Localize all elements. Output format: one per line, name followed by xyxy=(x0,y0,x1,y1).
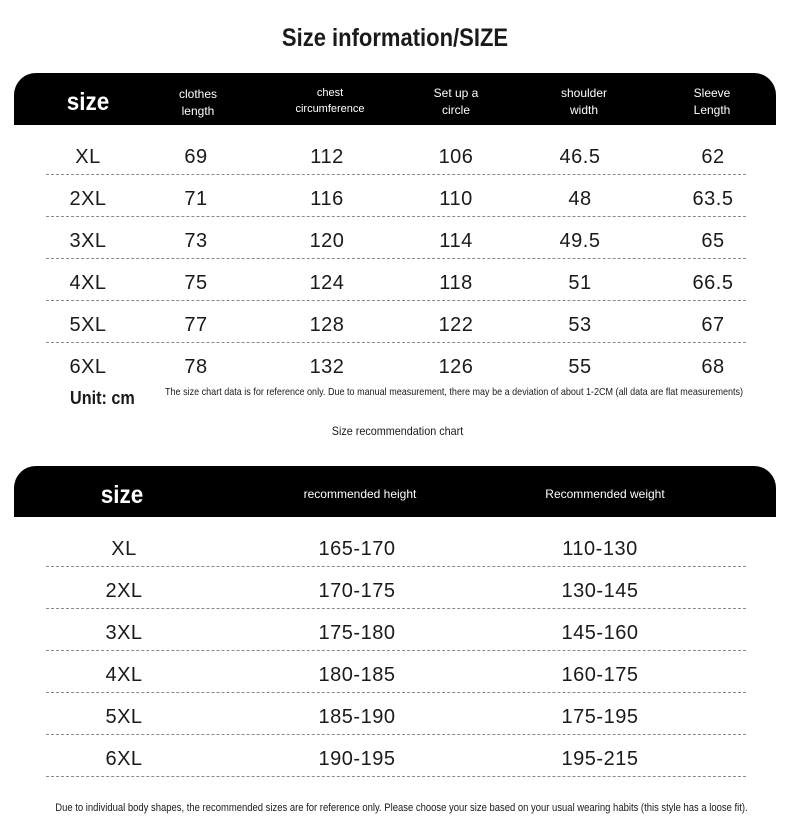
chest-header xyxy=(295,85,364,117)
clothes-length-header-text: clothes length xyxy=(178,87,218,118)
rec-row-height-cell: 170-175 xyxy=(318,580,396,602)
size-row-setup-circle-cell: 122 xyxy=(438,314,474,336)
size-row-clothes-length-cell: 77 xyxy=(184,314,208,336)
rec-row-weight-cell: 130-145 xyxy=(561,580,639,602)
size-row-size-cell: 3XL xyxy=(69,230,107,252)
setup-circle-header xyxy=(434,85,479,119)
size-row-setup-circle-cell: 106 xyxy=(438,146,474,168)
size-row-shoulder-width-cell: 46.5 xyxy=(559,146,601,168)
size-table-header xyxy=(14,73,776,125)
size-row-sleeve-length-cell: 67 xyxy=(701,314,725,336)
recommended-height-header: recommended height xyxy=(303,487,417,501)
size-row-chest-cell: 124 xyxy=(309,272,345,294)
size-row-size-cell: XL xyxy=(75,146,101,168)
size-row-size-cell: 5XL xyxy=(69,314,107,336)
page-title: Size information/SIZE xyxy=(281,24,509,52)
sleeve-length-header-text: Sleeve Length xyxy=(693,86,731,117)
rec-row-height-cell: 190-195 xyxy=(318,748,396,770)
rec-row-size-cell: 4XL xyxy=(105,664,143,686)
rec-row-size-cell: 2XL xyxy=(105,580,143,602)
size-row-shoulder-width-cell: 51 xyxy=(568,272,592,294)
rec-row-divider xyxy=(46,566,746,567)
size-row-sleeve-length-cell: 68 xyxy=(701,356,725,378)
chest-header-text: chest circumference xyxy=(295,87,365,115)
row-divider xyxy=(46,300,746,301)
rec-row-size-cell: 3XL xyxy=(105,622,143,644)
unit-label: Unit: cm xyxy=(70,388,135,408)
size-row-chest-cell: 132 xyxy=(309,356,345,378)
row-divider xyxy=(46,258,746,259)
rec-row-weight-cell: 145-160 xyxy=(561,622,639,644)
setup-circle-header-text: Set up a circle xyxy=(433,86,479,117)
rec-row-height-cell: 180-185 xyxy=(318,664,396,686)
size-row-shoulder-width-cell: 48 xyxy=(568,188,592,210)
size-row-chest-cell: 128 xyxy=(309,314,345,336)
size-row-chest-cell: 116 xyxy=(310,188,344,210)
size-row-chest-cell: 120 xyxy=(309,230,345,252)
size-header: size xyxy=(66,88,110,116)
size-row-shoulder-width-cell: 53 xyxy=(568,314,592,336)
shoulder-width-header xyxy=(561,85,607,119)
rec-row-weight-cell: 195-215 xyxy=(561,748,639,770)
row-divider xyxy=(46,174,746,175)
rec-row-size-cell: 5XL xyxy=(105,706,143,728)
recommendation-title: Size recommendation chart xyxy=(331,424,464,438)
rec-row-height-cell: 165-170 xyxy=(318,538,396,560)
size-row-sleeve-length-cell: 65 xyxy=(701,230,725,252)
size-row-shoulder-width-cell: 55 xyxy=(568,356,592,378)
size-row-setup-circle-cell: 118 xyxy=(439,272,473,294)
size-row-clothes-length-cell: 75 xyxy=(184,272,208,294)
footer-note: Due to individual body shapes, the recommended sizes are for reference only. Please choose your size based on your usual wearing habits (this style has a loose fit). xyxy=(55,802,748,814)
rec-row-weight-cell: 175-195 xyxy=(561,706,639,728)
size-note: The size chart data is for reference only. Due to manual measurement, there may be a deviation of about 1-2CM (all data are flat measurements) xyxy=(165,386,744,398)
size-row-clothes-length-cell: 73 xyxy=(184,230,208,252)
sleeve-length-header xyxy=(694,85,731,119)
row-divider xyxy=(46,342,746,343)
size-row-clothes-length-cell: 71 xyxy=(184,188,208,210)
rec-row-size-cell: XL xyxy=(111,538,137,560)
size-row-chest-cell: 112 xyxy=(310,146,344,168)
size-row-sleeve-length-cell: 62 xyxy=(701,146,725,168)
rec-row-divider xyxy=(46,692,746,693)
clothes-length-header xyxy=(179,86,217,120)
size-row-clothes-length-cell: 78 xyxy=(184,356,208,378)
size-row-setup-circle-cell: 126 xyxy=(438,356,474,378)
size-row-size-cell: 6XL xyxy=(69,356,107,378)
rec-row-height-cell: 185-190 xyxy=(318,706,396,728)
size-row-sleeve-length-cell: 63.5 xyxy=(692,188,734,210)
rec-row-weight-cell: 160-175 xyxy=(561,664,639,686)
size-row-clothes-length-cell: 69 xyxy=(184,146,208,168)
size-row-sleeve-length-cell: 66.5 xyxy=(692,272,734,294)
size-row-size-cell: 4XL xyxy=(69,272,107,294)
size-row-size-cell: 2XL xyxy=(69,188,107,210)
rec-row-divider xyxy=(46,608,746,609)
rec-row-height-cell: 175-180 xyxy=(318,622,396,644)
rec-row-divider xyxy=(46,734,746,735)
row-divider xyxy=(46,216,746,217)
rec-row-divider xyxy=(46,776,746,777)
shoulder-width-header-text: shoulder width xyxy=(560,86,608,117)
size-row-setup-circle-cell: 114 xyxy=(439,230,473,252)
rec-row-divider xyxy=(46,650,746,651)
size-row-shoulder-width-cell: 49.5 xyxy=(559,230,601,252)
rec-row-weight-cell: 110-130 xyxy=(562,538,638,560)
rec-row-size-cell: 6XL xyxy=(105,748,143,770)
rec-size-header: size xyxy=(100,481,144,509)
recommended-weight-header: Recommended weight xyxy=(545,487,665,501)
size-row-setup-circle-cell: 110 xyxy=(439,188,473,210)
